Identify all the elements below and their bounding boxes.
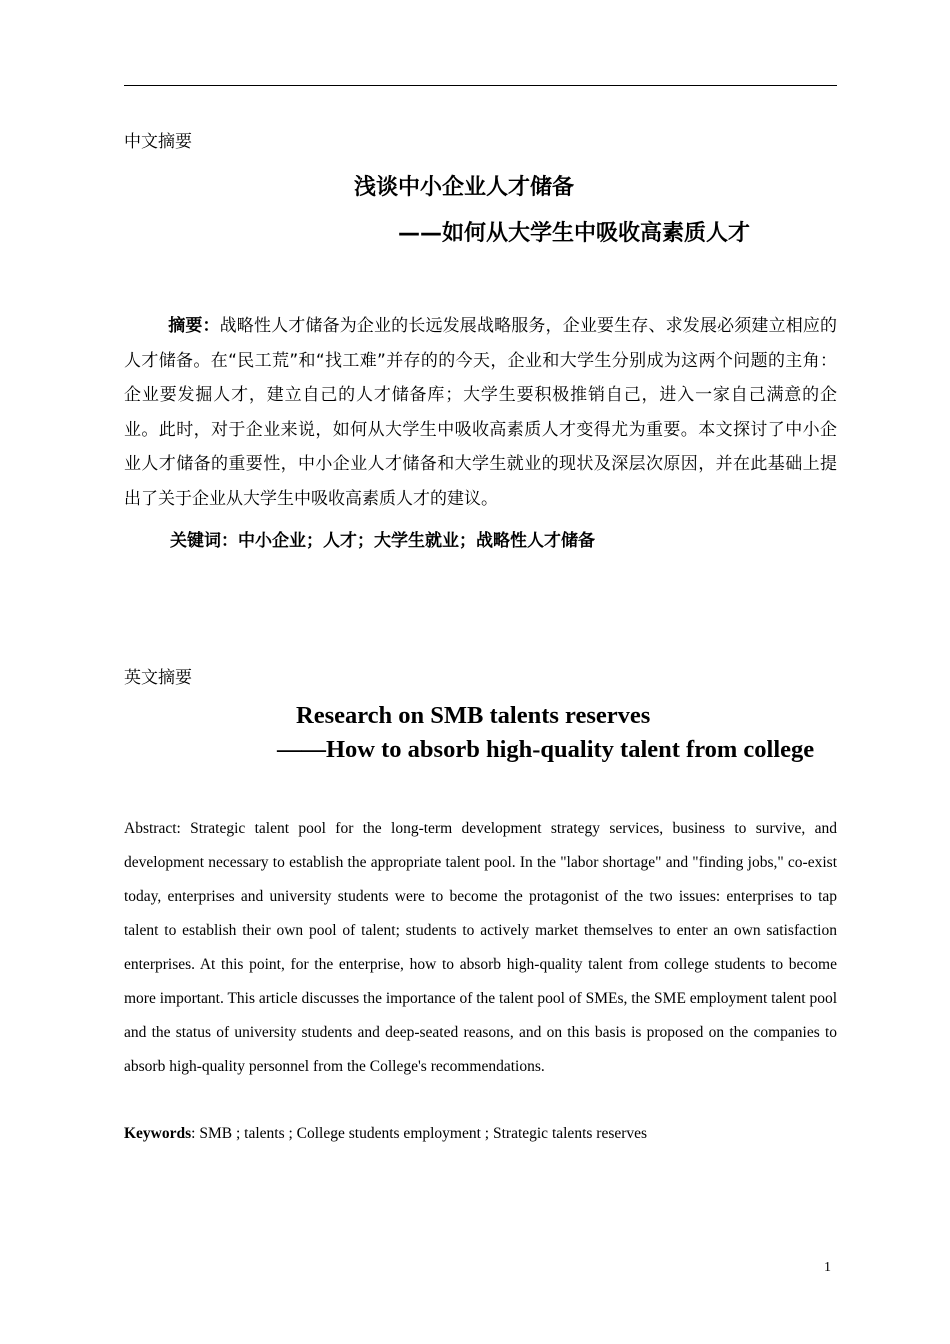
chinese-keywords: 关键词：中小企业；人才；大学生就业；战略性人才储备	[170, 531, 595, 551]
header-rule	[124, 85, 837, 86]
english-subtitle: ——How to absorb high-quality talent from college	[277, 736, 815, 763]
page-number: 1	[824, 1260, 831, 1275]
english-keywords-label: Keywords	[124, 1125, 192, 1142]
chinese-subtitle: ——如何从大学生中吸收高素质人才	[398, 221, 751, 246]
chinese-abstract	[124, 309, 837, 516]
english-keywords	[124, 1117, 647, 1151]
chinese-abstract-lead: 摘要：	[168, 316, 220, 336]
english-keywords-text: : SMB ; talents ; College students employment ; Strategic talents reserves	[191, 1125, 648, 1142]
english-abstract: Abstract: Strategic talent pool for the long-term development strategy services, business to survive, and development necessary to establish the appropriate talent pool. In the "labor shortage" and "finding jobs," co-exist today, enterprises and university students were to become the protagonist of the two issues: enterprises to tap talent to establish their own pool of talent; students to actively market themselves to enter an own satisfaction enterprises. At this point, for the enterprise, how to absorb high-quality talent from college students to become more important. This article discusses the importance of the talent pool of SMEs, the SME employment talent pool and the status of university students and deep-seated reasons, and on this basis is proposed on the companies to absorb high-quality personnel from the College's recommendations.	[124, 820, 838, 1075]
chinese-title: 浅谈中小企业人才储备	[354, 175, 575, 200]
chinese-abstract-label: 中文摘要	[124, 132, 192, 152]
chinese-abstract-text: 战略性人才储备为企业的长远发展战略服务，企业要生存、求发展必须建立相应的人才储备。在“民工荒”和“找工难”并存的的今天，企业和大学生分别成为这两个问题的主角：企业要发掘人才，建立自己的人才储备库；大学生要积极推销自己，进入一家自己满意的企业。此时，对于企业来说，如何从大学生中吸收高素质人才变得尤为重要。本文探讨了中小企业人才储备的重要性，中小企业人才储备和大学生就业的现状及深层次原因，并在此基础上提出了关于企业从大学生中吸收高素质人才的建议。	[124, 316, 838, 509]
english-abstract-label: 英文摘要	[124, 668, 192, 688]
english-title: Research on SMB talents reserves	[296, 702, 651, 729]
